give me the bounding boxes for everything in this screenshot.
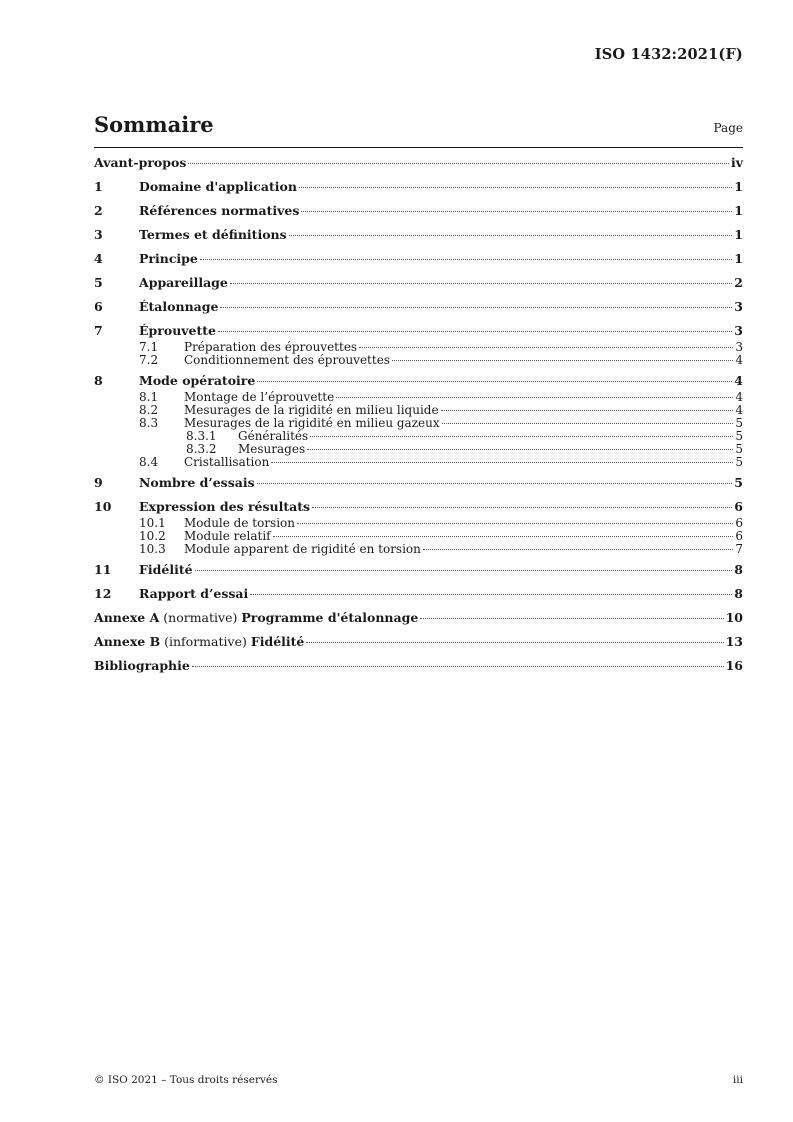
toc-entry-page: 13 (725, 634, 743, 649)
toc-entry-page: 4 (735, 403, 743, 417)
toc-entry-title: Principe (139, 251, 198, 266)
toc-entry-number: 1 (94, 179, 103, 194)
dot-leader (441, 410, 734, 411)
dot-leader (257, 381, 732, 382)
toc-entry-title: Préparation des éprouvettes (184, 340, 358, 354)
dot-leader (423, 549, 733, 550)
toc-entry-title: Domaine d'application (139, 179, 297, 194)
toc-entry-avant-propos[interactable] (94, 155, 743, 179)
toc-entry-title: Étalonnage (139, 299, 219, 314)
toc-entry-title: Bibliographie (94, 658, 190, 673)
toc-entry-title: Fidélité (139, 562, 193, 577)
toc-entry-title: Appareillage (139, 275, 228, 290)
dot-leader (307, 449, 733, 450)
toc-entry-title: Mesurages de la rigidité en milieu liquide (184, 403, 439, 417)
dot-leader (442, 423, 734, 424)
toc-entry-page: 5 (734, 475, 743, 490)
toc-entry-number: 9 (94, 475, 103, 490)
dot-leader (188, 163, 729, 164)
toc-entry-page: 4 (735, 353, 743, 367)
toc-entry-title: Cristallisation (184, 455, 270, 469)
toc-entry-page: 2 (734, 275, 743, 290)
dot-leader (289, 235, 733, 236)
toc-entry-title: Rapport d’essai (139, 586, 249, 601)
toc-entry-9[interactable] (94, 475, 743, 499)
toc-entry-8-4[interactable] (94, 455, 743, 475)
toc-divider (94, 147, 743, 148)
toc-entry-number: 11 (94, 562, 112, 577)
toc-entry-page: 1 (734, 179, 743, 194)
copyright-notice: © ISO 2021 – Tous droits réservés (94, 1074, 278, 1086)
toc-entry-page: iv (730, 155, 743, 170)
toc-entry-title: Module de torsion (184, 516, 296, 530)
toc-entry-page: 5 (735, 416, 743, 430)
toc-entry-title (94, 634, 304, 650)
toc-entry-number: 10 (94, 499, 112, 514)
toc-entry-page: 4 (735, 390, 743, 404)
toc-entry-page: 5 (735, 455, 743, 469)
toc-entry-10[interactable] (94, 499, 743, 516)
toc-entry-title: Avant-propos (94, 155, 187, 170)
toc-entry-number: 7.2 (139, 353, 159, 367)
dot-leader (312, 507, 732, 508)
toc-entry-number: 7.1 (139, 340, 159, 354)
toc-entry-title: Expression des résultats (139, 499, 311, 514)
toc-entry-number: 8.3.1 (186, 429, 217, 443)
annex-label: Annexe B (94, 634, 161, 649)
toc-entry-number: 8.3.2 (186, 442, 217, 456)
toc-entry-8-2[interactable] (94, 403, 743, 416)
page-column-label: Page (713, 121, 743, 135)
toc-entry-7-2[interactable] (94, 353, 743, 373)
toc-list (94, 155, 743, 682)
toc-entry-title: Module relatif (184, 529, 271, 543)
toc-entry-number: 8.2 (139, 403, 159, 417)
toc-entry-title: Termes et définitions (139, 227, 287, 242)
toc-entry-number: 10.1 (139, 516, 166, 530)
toc-entry-page: 8 (734, 586, 743, 601)
toc-entry-page: 1 (734, 251, 743, 266)
toc-entry-title: Généralités (238, 429, 309, 443)
toc-entry-number: 10.2 (139, 529, 166, 543)
toc-entry-number: 8.3 (139, 416, 159, 430)
dot-leader (218, 331, 732, 332)
toc-entry-title: Mesurages (238, 442, 306, 456)
toc-entry-bibliographie[interactable] (94, 658, 743, 682)
dot-leader (273, 536, 734, 537)
dot-leader (220, 307, 732, 308)
toc-entry-page: 4 (734, 373, 743, 388)
toc-entry-title: Conditionnement des éprouvettes (184, 353, 390, 367)
toc-entry-number: 7 (94, 323, 103, 338)
toc-entry-7-1[interactable] (94, 340, 743, 353)
toc-title: Sommaire (94, 112, 214, 137)
toc-entry-number: 4 (94, 251, 103, 266)
toc-entry-number: 5 (94, 275, 103, 290)
annex-type-note: (normative) (159, 610, 242, 625)
toc-entry-number: 10.3 (139, 542, 166, 556)
toc-entry-6[interactable] (94, 299, 743, 323)
dot-leader (359, 347, 733, 348)
toc-entry-page: 1 (734, 227, 743, 242)
toc-entry-number: 8 (94, 373, 103, 388)
toc-entry-annexe-a[interactable] (94, 610, 743, 634)
toc-entry-page: 8 (734, 562, 743, 577)
toc-entry-7[interactable] (94, 323, 743, 340)
toc-entry-page: 3 (734, 299, 743, 314)
toc-entry-10-3[interactable] (94, 542, 743, 562)
toc-entry-title: Montage de l’éprouvette (184, 390, 335, 404)
toc-entry-3[interactable] (94, 227, 743, 251)
toc-entry-page: 5 (735, 429, 743, 443)
toc-entry-page: 6 (735, 529, 743, 543)
annex-type-note: (informative) (160, 634, 251, 649)
toc-entry-title: Mesurages de la rigidité en milieu gazeux (184, 416, 440, 430)
toc-entry-number: 3 (94, 227, 103, 242)
toc-entry-12[interactable] (94, 586, 743, 610)
dot-leader (310, 436, 733, 437)
dot-leader (299, 187, 732, 188)
toc-entry-11[interactable] (94, 562, 743, 586)
toc-entry-number: 8.4 (139, 455, 159, 469)
toc-entry-number: 8.1 (139, 390, 159, 404)
toc-entry-annexe-b[interactable] (94, 634, 743, 658)
dot-leader (420, 618, 723, 619)
document-id: ISO 1432:2021(F) (594, 46, 743, 63)
dot-leader (336, 397, 733, 398)
toc-entry-number: 6 (94, 299, 103, 314)
annex-title: Fidélité (250, 634, 305, 649)
toc-entry-10-2[interactable] (94, 529, 743, 542)
toc-entry-title: Nombre d’essais (139, 475, 255, 490)
dot-leader (392, 360, 733, 361)
toc-entry-page: 7 (735, 542, 743, 556)
toc-header (94, 112, 743, 137)
toc-entry-10-1[interactable] (94, 516, 743, 529)
toc-entry-number: 12 (94, 586, 112, 601)
dot-leader (200, 259, 732, 260)
toc-entry-number: 2 (94, 203, 103, 218)
dot-leader (230, 283, 732, 284)
toc-entry-8-3-1[interactable] (94, 429, 743, 442)
dot-leader (257, 483, 733, 484)
dot-leader (250, 594, 732, 595)
toc-entry-page: 10 (725, 610, 743, 625)
toc-entry-page: 3 (734, 323, 743, 338)
toc-entry-title: Éprouvette (139, 323, 216, 338)
toc-entry-title: Références normatives (139, 203, 300, 218)
dot-leader (195, 570, 733, 571)
page-number: iii (732, 1074, 743, 1086)
toc-entry-8-3[interactable] (94, 416, 743, 429)
toc-entry-2[interactable] (94, 203, 743, 227)
toc-entry-4[interactable] (94, 251, 743, 275)
toc-entry-8-1[interactable] (94, 390, 743, 403)
toc-entry-title (94, 610, 418, 626)
toc-entry-page: 6 (734, 499, 743, 514)
toc-entry-8[interactable] (94, 373, 743, 390)
toc-entry-title: Mode opératoire (139, 373, 256, 388)
dot-leader (192, 666, 724, 667)
toc-entry-5[interactable] (94, 275, 743, 299)
dot-leader (297, 523, 733, 524)
toc-entry-8-3-2[interactable] (94, 442, 743, 455)
annex-label: Annexe A (94, 610, 160, 625)
page-footer (94, 1074, 743, 1086)
dot-leader (271, 462, 733, 463)
toc-entry-page: 16 (725, 658, 743, 673)
toc-entry-title: Module apparent de rigidité en torsion (184, 542, 421, 556)
toc-entry-page: 3 (735, 340, 743, 354)
toc-entry-page: 5 (735, 442, 743, 456)
toc-entry-page: 1 (734, 203, 743, 218)
dot-leader (306, 642, 723, 643)
toc-entry-1[interactable] (94, 179, 743, 203)
toc-entry-page: 6 (735, 516, 743, 530)
dot-leader (301, 211, 732, 212)
annex-title: Programme d'étalonnage (241, 610, 419, 625)
